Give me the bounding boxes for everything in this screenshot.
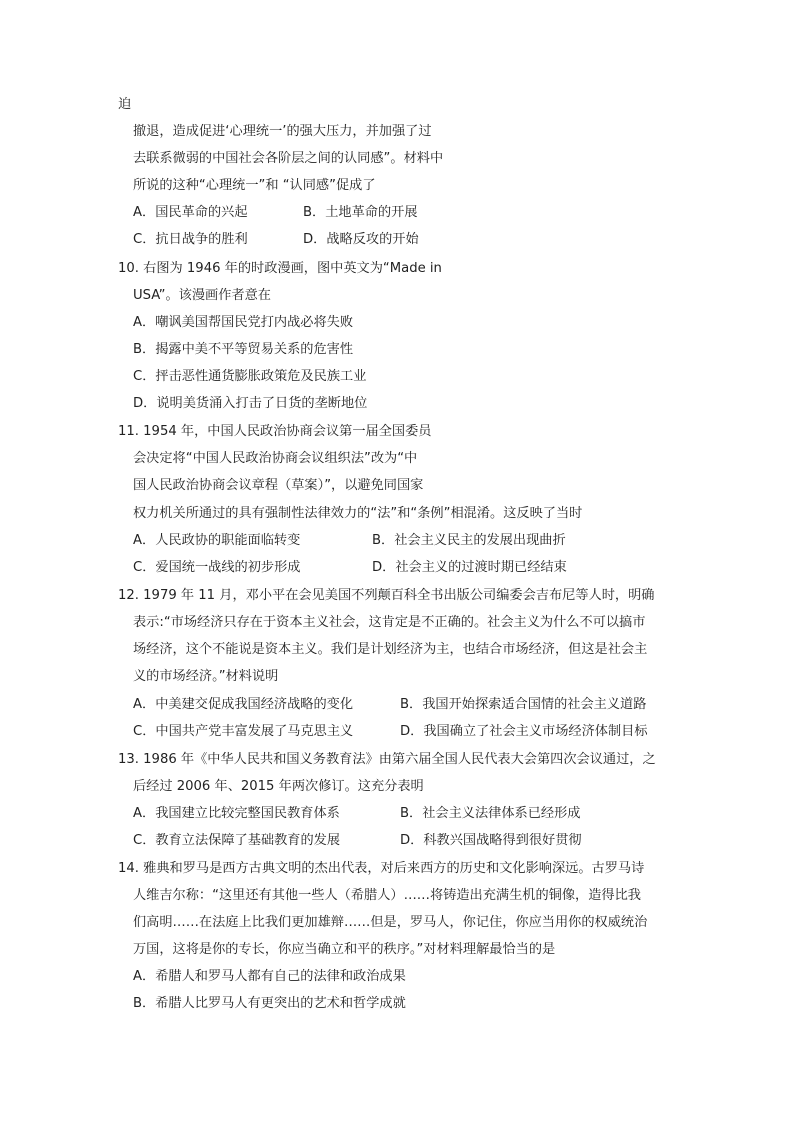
q9-line-0: 迫 <box>118 97 132 112</box>
q10-option-b: B．揭露中美不平等贸易关系的危害性 <box>133 342 354 357</box>
q12-stem-2: 表示:“市场经济只存在于资本主义社会，这肯定是不正确的。社会主义为什么不可以搞市 <box>133 615 646 630</box>
q14-stem-2: 人维吉尔称：“这里还有其他一些人（希腊人）……将铸造出充满生机的铜像，造得比我 <box>133 888 641 903</box>
q12-option-c: C．中国共产党丰富发展了马克思主义 <box>133 724 354 739</box>
q12-stem-4: 义的市场经济。”材料说明 <box>133 669 279 684</box>
q9-line-3: 所说的这种“心理统一”和 “认同感”促成了 <box>133 178 376 193</box>
q9-line-1: 撤退，造成促进‘心理统一’的强大压力，并加强了过 <box>133 124 432 139</box>
q10-option-d: D．说明美货涌入打击了日货的垄断地位 <box>133 396 368 411</box>
q9-option-c: C．抗日战争的胜利 <box>133 232 248 247</box>
q13-stem-2: 后经过 2006 年、2015 年两次修订。这充分表明 <box>133 779 424 794</box>
q12-stem-1: 12. 1979 年 11 月，邓小平在会见美国不列颠百科全书出版公司编委会吉布尼等人时，明确 <box>118 588 655 603</box>
q14-stem-1: 14. 雅典和罗马是西方古典文明的杰出代表，对后来西方的历史和文化影响深远。古罗马诗 <box>118 861 645 876</box>
q11-stem-1: 11. 1954 年，中国人民政治协商会议第一届全国委员 <box>118 424 432 439</box>
q14-stem-4: 万国，这将是你的专长，你应当确立和平的秩序。”对材料理解最恰当的是 <box>133 942 556 957</box>
q9-line-2: 去联系微弱的中国社会各阶层之间的认同感”。材料中 <box>133 151 444 166</box>
q13-option-a: A．我国建立比较完整国民教育体系 <box>133 806 340 821</box>
q11-option-b: B．社会主义民主的发展出现曲折 <box>372 533 566 548</box>
q11-option-d: D．社会主义的过渡时期已经结束 <box>372 560 567 575</box>
q14-option-a: A．希腊人和罗马人都有自己的法律和政治成果 <box>133 969 406 984</box>
q14-option-b: B．希腊人比罗马人有更突出的艺术和哲学成就 <box>133 996 406 1011</box>
q14-stem-3: 们高明……在法庭上比我们更加雄辩……但是，罗马人，你记住，你应当用你的权威统治 <box>133 915 648 930</box>
q11-option-c: C．爱国统一战线的初步形成 <box>133 560 301 575</box>
q10-stem-1: 10. 右图为 1946 年的时政漫画，图中英文为“Made in <box>118 261 442 276</box>
q9-option-a: A．国民革命的兴起 <box>133 205 248 220</box>
q10-option-a: A．嘲讽美国帮国民党打内战必将失败 <box>133 315 354 330</box>
q12-stem-3: 场经济，这个不能说是资本主义。我们是计划经济为主，也结合市场经济，但这是社会主 <box>133 642 648 657</box>
q13-stem-1: 13. 1986 年《中华人民共和国义务教育法》由第六届全国人民代表大会第四次会议通过，之 <box>118 752 656 767</box>
q13-option-c: C．教育立法保障了基础教育的发展 <box>133 833 341 848</box>
q11-stem-2: 会决定将“中国人民政治协商会议组织法”改为“中 <box>133 451 418 466</box>
q12-option-d: D．我国确立了社会主义市场经济体制目标 <box>400 724 648 739</box>
q13-option-b: B．社会主义法律体系已经形成 <box>400 806 581 821</box>
q12-option-b: B．我国开始探索适合国情的社会主义道路 <box>400 697 647 712</box>
q11-stem-3: 国人民政治协商会议章程（草案）”，以避免同国家 <box>133 478 424 493</box>
q11-stem-4: 权力机关所通过的具有强制性法律效力的“法”和“条例”相混淆。这反映了当时 <box>133 506 583 521</box>
q12-option-a: A．中美建交促成我国经济战略的变化 <box>133 697 354 712</box>
q11-option-a: A．人民政协的职能面临转变 <box>133 533 301 548</box>
q10-stem-2: USA”。该漫画作者意在 <box>133 288 271 303</box>
q9-option-b: B．土地革命的开展 <box>303 205 418 220</box>
q13-option-d: D．科教兴国战略得到很好贯彻 <box>400 833 582 848</box>
q10-option-c: C．抨击恶性通货膨胀政策危及民族工业 <box>133 369 367 384</box>
q9-option-d: D．战略反攻的开始 <box>303 232 419 247</box>
